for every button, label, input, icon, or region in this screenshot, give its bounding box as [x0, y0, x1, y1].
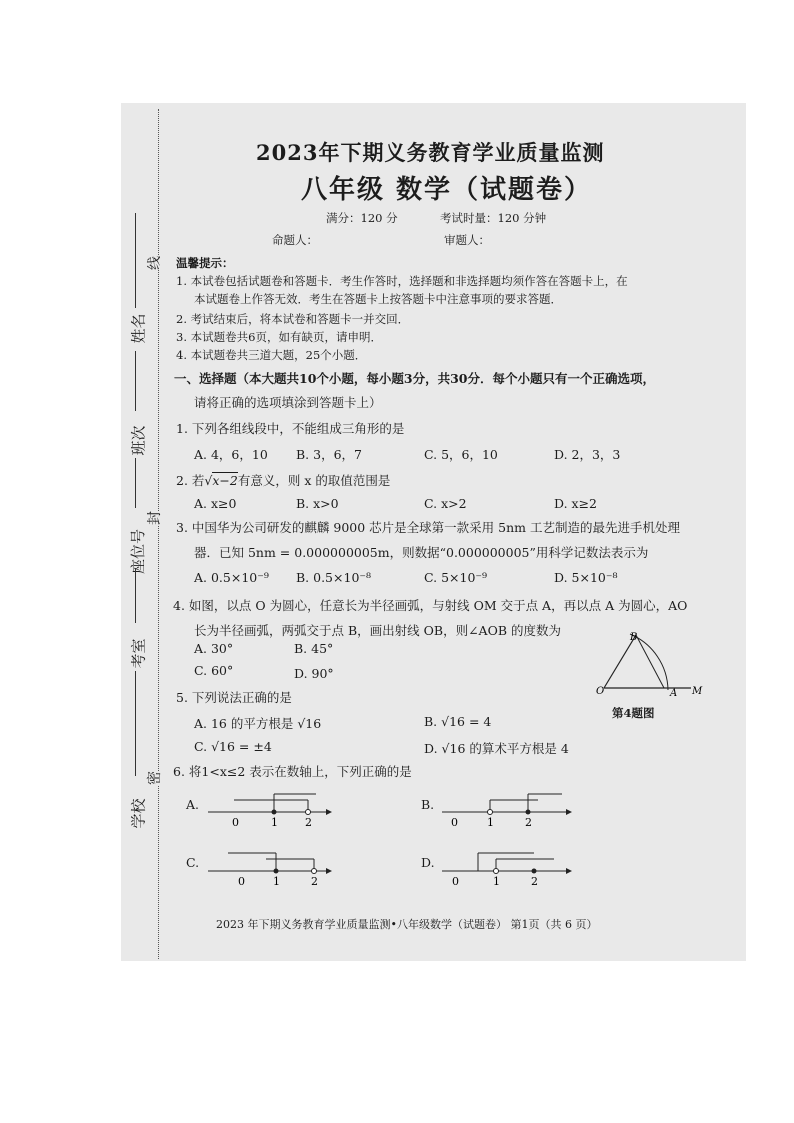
notice-item: 1. 本试卷包括试题卷和答题卡．考生作答时，选择题和非选择题均须作答在答题卡上，在 [176, 274, 628, 288]
q6-option-d-label: D. [421, 855, 435, 870]
section-heading: 一、选择题（本大题共10个小题，每小题3分，共30分．每个小题只有一个正确选项， [174, 371, 655, 386]
q5-stem: 5. 下列说法正确的是 [176, 690, 292, 705]
tick-0: 0 [232, 816, 239, 829]
tick-1: 1 [487, 816, 494, 829]
q6-numberline-a [204, 788, 334, 830]
label-room: 考室 [129, 638, 148, 669]
q6-numberline-b [438, 788, 578, 830]
q3-line2: 器．已知 5nm = 0.000000005m，则数据“0.000000005”用科学记数法表示为 [194, 545, 649, 560]
seal-word-seal: 封 [144, 511, 164, 525]
q3-option-d: D. 5×10⁻⁸ [554, 570, 618, 585]
q1-option-d: D. 2，3，3 [554, 447, 621, 462]
q2-stem [176, 471, 390, 489]
exam-subtitle: 八年级 数学（试题卷） [301, 175, 593, 205]
q3-option-b: B. 0.5×10⁻⁸ [296, 570, 371, 585]
q1-option-a: A. 4，6，10 [194, 447, 268, 462]
q4-figure-caption: 第4题图 [612, 706, 655, 720]
seal-word-secret: 密 [144, 771, 164, 785]
section-heading-2: 请将正确的选项填涂到答题卡上） [194, 395, 382, 410]
fig-label-m: M [692, 686, 703, 697]
q6-stem: 6. 将1<x≤2 表示在数轴上，下列正确的是 [173, 764, 412, 779]
tick-2: 2 [525, 816, 532, 829]
setter: 命题人： [272, 233, 318, 247]
q5-option-d: D. √16 的算术平方根是 4 [424, 741, 569, 756]
tick-1: 1 [493, 875, 500, 888]
exam-time: 考试时量：120 分钟 [440, 211, 547, 225]
fig-label-b: B [630, 632, 638, 643]
q1-option-b: B. 3，6，7 [296, 447, 362, 462]
seat-underline [135, 458, 136, 508]
exam-title: 2023年下期义务教育学业质量监测 [256, 140, 605, 165]
tick-0: 0 [238, 875, 245, 888]
q4-option-b: B. 45° [294, 641, 334, 656]
q5-option-b: B. √16 = 4 [424, 714, 492, 729]
room-underline [135, 568, 136, 623]
notice-heading: 温馨提示： [176, 256, 234, 270]
q6-option-a-label: A. [186, 797, 200, 812]
q2-option-c: C. x>2 [424, 496, 467, 511]
q6-numberline-d [438, 847, 578, 889]
school-underline [135, 671, 136, 776]
tick-2: 2 [311, 875, 318, 888]
q3-option-a: A. 0.5×10⁻⁹ [194, 570, 269, 585]
q6-option-b-label: B. [421, 797, 435, 812]
exam-paper [121, 103, 746, 961]
q1-stem: 1. 下列各组线段中，不能组成三角形的是 [176, 421, 405, 436]
q3-line1: 3. 中国华为公司研发的麒麟 9000 芯片是全球第一款采用 5nm 工艺制造的最先进手机处理 [176, 520, 680, 535]
label-school: 学校 [129, 798, 148, 829]
notice-item: 3. 本试题卷共6页，如有缺页，请申明． [176, 330, 382, 344]
sqrt-sign: √ [204, 473, 213, 488]
tick-1: 1 [271, 816, 278, 829]
notice-item: 2. 考试结束后，将本试卷和答题卡一并交回． [176, 312, 410, 326]
notice-item: 4. 本试题卷共三道大题，25个小题． [176, 348, 367, 362]
reviewer: 审题人： [444, 233, 490, 247]
fig-label-o: O [596, 686, 605, 697]
q4-option-a: A. 30° [194, 641, 234, 656]
q2-stem-pre: 2. 若 [176, 473, 205, 488]
tick-2: 2 [305, 816, 312, 829]
tick-0: 0 [452, 875, 459, 888]
label-seat: 座位号 [129, 528, 148, 575]
q3-option-c: C. 5×10⁻⁹ [424, 570, 488, 585]
q5-option-c: C. √16 = ±4 [194, 739, 272, 754]
q2-stem-post: 有意义，则 x 的取值范围是 [237, 473, 391, 488]
class-underline [135, 351, 136, 411]
q5-option-a: A. 16 的平方根是 √16 [194, 716, 322, 731]
q2-radicand: x−2 [212, 473, 238, 488]
seal-word-line: 线 [144, 256, 164, 270]
q4-line2: 长为半径画弧，两弧交于点 B，画出射线 OB，则∠AOB 的度数为 [194, 623, 561, 638]
q4-figure [596, 630, 711, 710]
q2-option-d: D. x≥2 [554, 496, 597, 511]
q6-numberline-c [204, 847, 334, 889]
label-class: 班次 [129, 425, 148, 456]
fig-label-a: A [670, 688, 678, 699]
label-name: 姓名 [129, 313, 148, 344]
tick-1: 1 [273, 875, 280, 888]
q6-option-c-label: C. [186, 855, 200, 870]
q1-option-c: C. 5，6，10 [424, 447, 498, 462]
q2-option-a: A. x≥0 [194, 496, 237, 511]
name-underline [135, 213, 136, 308]
full-score: 满分：120 分 [326, 211, 398, 225]
notice-item: 本试题卷上作答无效．考生在答题卡上按答题卡中注意事项的要求答题． [194, 292, 562, 306]
tick-2: 2 [531, 875, 538, 888]
q4-option-c: C. 60° [194, 663, 234, 678]
q2-option-b: B. x>0 [296, 496, 339, 511]
seal-dotted-line [158, 109, 159, 959]
tick-0: 0 [451, 816, 458, 829]
page-footer: 2023 年下期义务教育学业质量监测•八年级数学（试题卷） 第1页（共 6 页） [216, 918, 598, 931]
binding-margin [121, 103, 181, 961]
q4-line1: 4. 如图，以点 O 为圆心，任意长为半径画弧，与射线 OM 交于点 A，再以点 A 为圆心，AO [173, 598, 688, 613]
q4-option-d: D. 90° [294, 666, 334, 681]
